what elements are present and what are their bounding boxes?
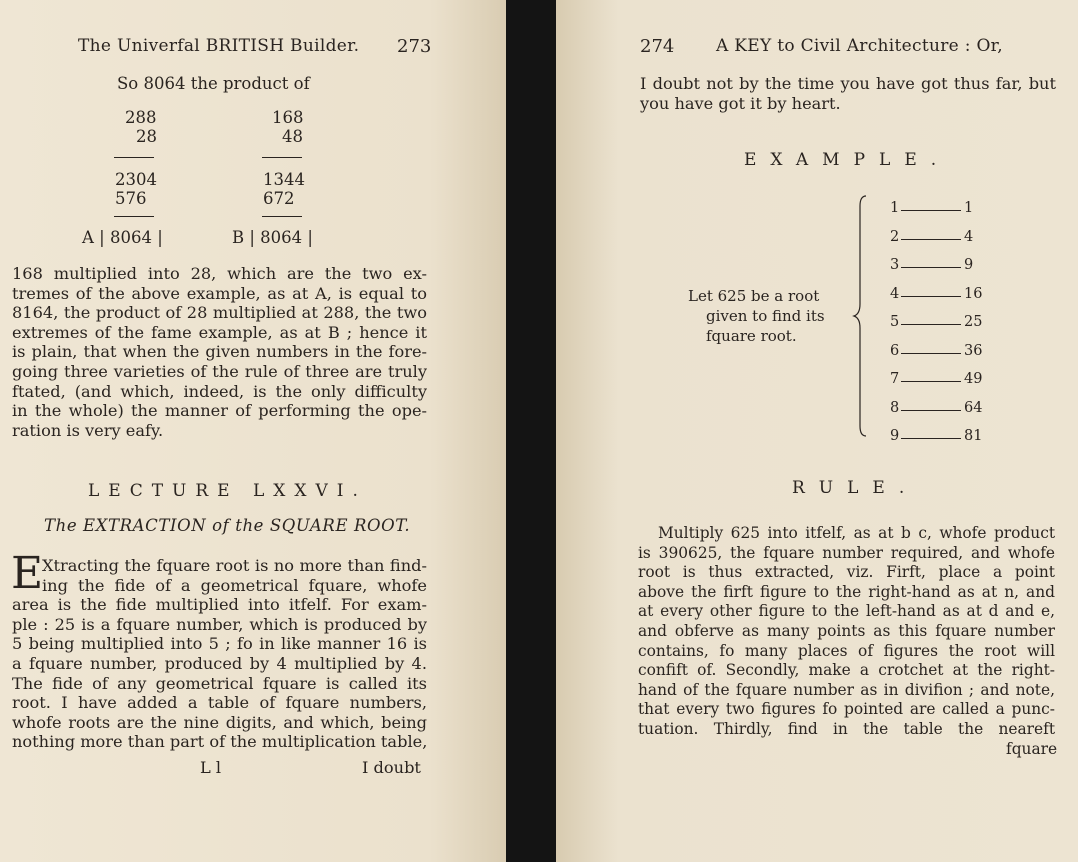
text-line: nothing more than part of the multiplication table, <box>12 732 428 752</box>
calc-a-row2: 28 <box>136 127 157 146</box>
text-line: area is the fide multiplied into itfelf. For exam- <box>12 595 427 615</box>
left-catchword: I doubt <box>362 758 421 777</box>
left-page <box>0 0 506 862</box>
calc-b-result: B | 8064 | <box>232 228 313 247</box>
square-root-digit: 6 <box>890 342 900 359</box>
text-line: you have got it by heart. <box>640 93 841 113</box>
square-row-dash <box>901 324 961 325</box>
drop-cap: E <box>11 548 44 599</box>
square-root-digit: 9 <box>890 428 900 444</box>
caption-line: fquare root. <box>706 327 797 345</box>
square-value: 36 <box>964 342 983 359</box>
text-line: going three varieties of the rule of three are truly <box>12 361 427 381</box>
root-caption <box>688 286 825 346</box>
calc-b-row2: 48 <box>282 127 303 146</box>
calc-b-row4: 672 <box>263 189 295 208</box>
text-line: 168 multiplied into 28, which are the two ex- <box>12 264 427 283</box>
square-row-dash <box>901 210 961 211</box>
square-value: 81 <box>964 428 983 444</box>
text-line: ing the fide of a geometrical fquare, whofe <box>42 575 427 595</box>
calc-a-row1: 288 <box>125 108 157 127</box>
left-paragraph-2 <box>12 556 427 752</box>
right-intro <box>640 74 1056 113</box>
text-line: 5 being multiplied into 5 ; fo in like manner 16 is <box>12 634 427 654</box>
right-page <box>556 0 1078 862</box>
square-row-dash <box>901 239 961 240</box>
text-line: hand of the fquare number as in divifion ; and note, <box>638 680 1055 699</box>
text-line: tuation. Thirdly, find in the table the neareft <box>638 719 1055 738</box>
right-running-head: A KEY to Civil Architecture : Or, <box>716 36 1003 56</box>
square-root-digit: 1 <box>890 200 900 216</box>
calc-b-row1: 168 <box>272 108 304 127</box>
calc-b-rule <box>262 157 302 158</box>
square-root-digit: 4 <box>890 285 900 302</box>
square-row-dash <box>901 381 961 382</box>
square-value: 25 <box>964 314 983 330</box>
calc-b-rule2 <box>262 216 302 217</box>
calc-a-rule <box>114 157 154 158</box>
left-paragraph-1 <box>12 264 427 440</box>
text-line: in the whole) the manner of performing the ope- <box>12 401 427 421</box>
text-line: Xtracting the fquare root is no more than find- <box>42 556 427 575</box>
right-page-number: 274 <box>640 36 675 57</box>
square-value: 16 <box>964 285 983 302</box>
square-row-dash <box>901 267 961 268</box>
square-row-dash <box>901 296 961 297</box>
text-line: confift of. Secondly, make a crotchet at the right- <box>638 661 1055 680</box>
left-page-number: 273 <box>397 36 432 57</box>
text-line: ftated, (and which, indeed, is the only difficulty <box>12 381 427 401</box>
square-root-digit: 3 <box>890 257 900 273</box>
calc-a-row3: 2304 <box>115 170 157 189</box>
square-root-digit: 7 <box>890 371 900 387</box>
book-gutter <box>506 0 556 862</box>
square-value: 49 <box>964 371 983 387</box>
text-line: extremes of the fame example, as at B ; hence it <box>12 322 427 342</box>
rule-paragraph <box>638 524 1055 740</box>
example-heading: EXAMPLE. <box>744 150 951 170</box>
square-root-digit: 2 <box>890 228 900 245</box>
text-line: is plain, that when the given numbers in the fore- <box>12 342 427 362</box>
square-value: 9 <box>964 257 974 273</box>
caption-line: given to find its <box>706 307 825 325</box>
text-line: whofe roots are the nine digits, and which, being <box>12 712 427 732</box>
right-catchword: fquare <box>1006 740 1058 758</box>
text-line: The fide of any geometrical fquare is called its <box>12 673 427 693</box>
calc-b-row3: 1344 <box>263 170 305 189</box>
square-root-digit: 8 <box>890 399 900 416</box>
text-line: 8164, the product of 28 multiplied at 288, the two <box>12 303 427 323</box>
square-value: 1 <box>964 200 974 216</box>
rule-heading: RULE. <box>792 478 919 498</box>
text-line: I doubt not by the time you have got thus far, but <box>640 74 1056 93</box>
square-value: 64 <box>964 399 983 416</box>
text-line: a fquare number, produced by 4 multiplied by 4. <box>12 653 427 673</box>
text-line: Multiply 625 into itfelf, as at b c, whofe product <box>658 524 1055 542</box>
text-line: at every other figure to the left-hand as at d and e, <box>638 602 1055 621</box>
text-line: ration is very eafy. <box>12 420 164 440</box>
text-line: ple : 25 is a fquare number, which is produced by <box>12 614 427 634</box>
square-row-dash <box>901 438 961 439</box>
text-line: that every two figures fo pointed are called a punc- <box>638 700 1055 719</box>
calc-a-rule2 <box>114 216 154 217</box>
text-line: above the firft figure to the right-hand as at n, and <box>638 582 1055 601</box>
text-line: contains, fo many places of figures the root will <box>638 641 1055 660</box>
curly-brace <box>852 194 870 440</box>
text-line: and obferve as many points as this fquare number <box>638 621 1055 640</box>
text-line: is 390625, the fquare number required, and whofe <box>638 543 1055 562</box>
square-root-digit: 5 <box>890 314 900 330</box>
section-title: The EXTRACTION of the SQUARE ROOT. <box>44 516 411 535</box>
text-line: tremes of the above example, as at A, is equal to <box>12 283 427 303</box>
left-running-head: The Univerfal BRITISH Builder. <box>78 36 360 56</box>
text-line: root. I have added a table of fquare numbers, <box>12 693 427 713</box>
signature-mark: L l <box>200 758 222 777</box>
caption-line: Let 625 be a root <box>688 287 820 305</box>
square-row-dash <box>901 353 961 354</box>
calc-a-result: A | 8064 | <box>82 228 163 247</box>
text-line: root is thus extracted, viz. Firft, place a point <box>638 563 1055 582</box>
calc-a-row4: 576 <box>115 189 147 208</box>
calc-intro-line: So 8064 the product of <box>117 74 310 93</box>
lecture-heading: LECTURE LXXVI. <box>88 481 367 501</box>
square-value: 4 <box>964 228 974 245</box>
square-row-dash <box>901 410 961 411</box>
